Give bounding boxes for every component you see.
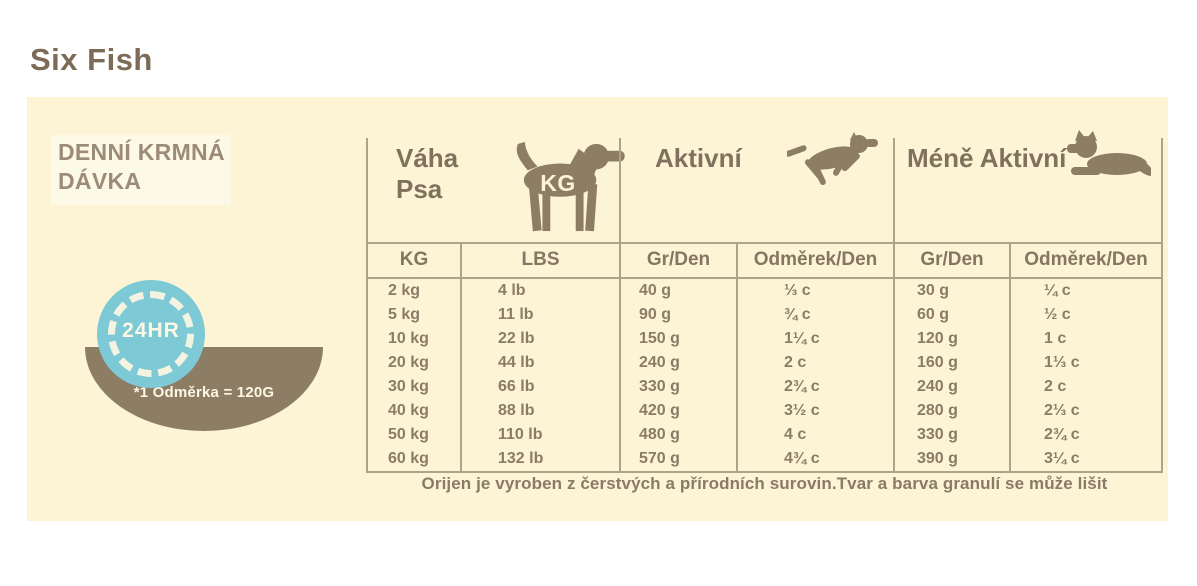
table-cell: 90 g [619, 303, 736, 327]
header-label-vaha-psa [396, 143, 458, 205]
table-cell: 110 lb [460, 423, 619, 447]
table-cell: 280 g [893, 399, 1009, 423]
table-cell: 3½ c [736, 399, 893, 423]
table-cell: 3¼ c [1009, 447, 1163, 471]
header-label-line1: Váha [396, 143, 459, 173]
header-group-vaha-psa [366, 138, 619, 242]
table-cell: 4¾ c [736, 447, 893, 471]
feeding-guide-panel [27, 97, 1168, 521]
kg-icon-label: KG [540, 170, 576, 196]
panel-heading [58, 138, 225, 196]
table-cell: 11 lb [460, 303, 619, 327]
table-cell: 132 lb [460, 447, 619, 471]
table-cell: 66 lb [460, 375, 619, 399]
table-cell: 20 kg [366, 351, 460, 375]
column-header: Gr/Den [893, 244, 1009, 277]
header-label-aktivni: Aktivní [655, 143, 742, 173]
table-cell: 40 g [619, 279, 736, 303]
table-cell: 30 kg [366, 375, 460, 399]
table-cell: 1¼ c [736, 327, 893, 351]
table-cell: 10 kg [366, 327, 460, 351]
table-cell: 2 kg [366, 279, 460, 303]
scoop-note: *1 Odměrka = 120G [133, 384, 275, 401]
table-cell: 390 g [893, 447, 1009, 471]
table-cell: 1⅓ c [1009, 351, 1163, 375]
table-cell: 4 c [736, 423, 893, 447]
table-cell: 330 g [893, 423, 1009, 447]
24hr-badge [97, 280, 205, 388]
product-title: Six Fish [30, 42, 153, 77]
feeding-table [366, 138, 1163, 473]
table-cell: 4 lb [460, 279, 619, 303]
column-header: KG [366, 244, 460, 277]
table-cell: ⅓ c [736, 279, 893, 303]
table-cell: 570 g [619, 447, 736, 471]
table-cell: 60 g [893, 303, 1009, 327]
table-cell: ¾ c [736, 303, 893, 327]
dog-lying-icon [1067, 129, 1151, 177]
table-cell: 2 c [1009, 375, 1163, 399]
table-cell: 88 lb [460, 399, 619, 423]
table-cell: 480 g [619, 423, 736, 447]
table-cell: ¼ c [1009, 279, 1163, 303]
header-group-aktivni [619, 138, 893, 242]
table-cell: 2¾ c [736, 375, 893, 399]
table-cell: 160 g [893, 351, 1009, 375]
header-group-mene-aktivni [893, 138, 1163, 242]
table-cell: 2 c [736, 351, 893, 375]
table-cell: 420 g [619, 399, 736, 423]
panel-heading-line2: DÁVKA [58, 168, 142, 194]
column-header: LBS [460, 244, 619, 277]
table-cell: 44 lb [460, 351, 619, 375]
table-cell: 330 g [619, 375, 736, 399]
table-cell: 240 g [893, 375, 1009, 399]
table-cell: ½ c [1009, 303, 1163, 327]
header-label-mene-aktivni: Méně Aktivní [907, 143, 1067, 173]
table-cell: 30 g [893, 279, 1009, 303]
table-body [366, 279, 1163, 473]
table-cell: 240 g [619, 351, 736, 375]
header-label-line2: Psa [396, 174, 443, 204]
table-subheader-row [366, 242, 1163, 279]
table-cell: 150 g [619, 327, 736, 351]
column-header: Odměrek/Den [736, 244, 893, 277]
column-header: Gr/Den [619, 244, 736, 277]
table-cell: 60 kg [366, 447, 460, 471]
table-cell: 50 kg [366, 423, 460, 447]
table-cell: 1 c [1009, 327, 1163, 351]
badge-label: 24HR [122, 319, 180, 342]
dog-running-icon [787, 132, 879, 188]
table-cell: 2¾ c [1009, 423, 1163, 447]
table-header-row [366, 138, 1163, 242]
table-cell: 2⅓ c [1009, 399, 1163, 423]
table-cell: 40 kg [366, 399, 460, 423]
table-cell: 120 g [893, 327, 1009, 351]
table-cell: 22 lb [460, 327, 619, 351]
table-cell: 5 kg [366, 303, 460, 327]
footnote: Orijen je vyroben z čerstvých a přírodních surovin.Tvar a barva granulí se může lišit [421, 474, 1108, 493]
column-header: Odměrek/Den [1009, 244, 1163, 277]
panel-heading-line1: DENNÍ KRMNÁ [58, 139, 225, 165]
